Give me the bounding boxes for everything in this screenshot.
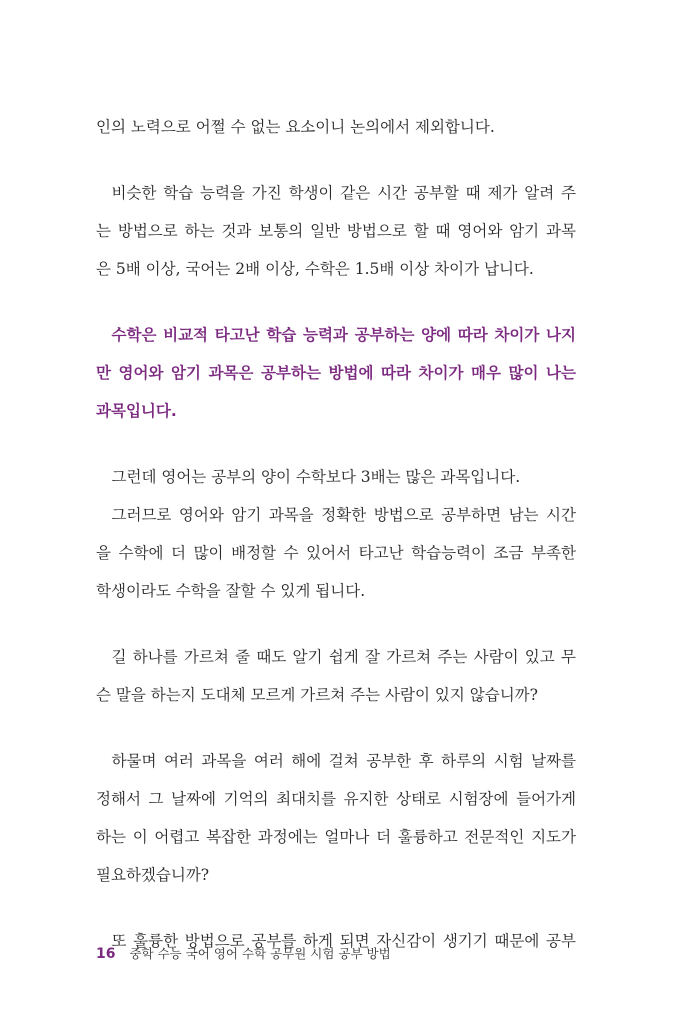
- emphasis-paragraph: [96, 316, 576, 430]
- paragraph-1: [96, 108, 576, 146]
- text-line: 하물며 여러 과목을 여러 해에 걸쳐 공부한 후 하루의 시험 날짜를: [111, 752, 576, 770]
- text-line: 슨 말을 하는지 도대체 모르게 가르쳐 주는 사람이 있지 않습니까?: [96, 686, 538, 704]
- paragraph-7: [96, 742, 576, 894]
- text-line: 그러므로 영어와 암기 과목을 정확한 방법으로 공부하면 남는 시간: [111, 506, 576, 524]
- text-line: 수학은 비교적 타고난 학습 능력과 공부하는 양에 따라 차이가 나지: [111, 326, 576, 344]
- running-title: 중학 수능 국어 영어 수학 공무원 시험 공부 방법: [129, 946, 391, 961]
- text-line: 은 5배 이상, 국어는 2배 이상, 수학은 1.5배 이상 차이가 납니다.: [96, 260, 534, 278]
- paragraph-4: [96, 458, 576, 496]
- paragraph-gap: [96, 430, 576, 458]
- text-line: 과목입니다.: [96, 402, 177, 420]
- page-body: [96, 108, 576, 960]
- text-line: 비슷한 학습 능력을 가진 학생이 같은 시간 공부할 때 제가 알려 주: [111, 184, 576, 202]
- paragraph-gap: [96, 894, 576, 922]
- text-line: 학생이라도 수학을 잘할 수 있게 됩니다.: [96, 582, 366, 600]
- text-line: 그런데 영어는 공부의 양이 수학보다 3배는 많은 과목입니다.: [111, 468, 521, 486]
- text-line: 길 하나를 가르쳐 줄 때도 알기 쉽게 잘 가르쳐 주는 사람이 있고 무: [111, 648, 576, 666]
- paragraph-gap: [96, 146, 576, 174]
- text-line: 인의 노력으로 어쩔 수 없는 요소이니 논의에서 제외합니다.: [96, 118, 495, 136]
- page-number: 16: [96, 946, 116, 962]
- page-footer: [96, 944, 391, 962]
- text-line: 을 수학에 더 많이 배정할 수 있어서 타고난 학습능력이 조금 부족한: [96, 544, 576, 562]
- paragraph-gap: [96, 714, 576, 742]
- paragraph-6: [96, 638, 576, 714]
- paragraph-gap: [96, 288, 576, 316]
- paragraph-5: [96, 496, 576, 610]
- text-line: 하는 이 어렵고 복잡한 과정에는 얼마나 더 훌륭하고 전문적인 지도가: [96, 828, 576, 846]
- text-line: 정해서 그 날짜에 기억의 최대치를 유지한 상태로 시험장에 들어가게: [96, 790, 576, 808]
- text-line: 는 방법으로 하는 것과 보통의 일반 방법으로 할 때 영어와 암기 과목: [96, 222, 576, 240]
- text-line: 또 훌륭한 방법으로 공부를 하게 되면 자신감이 생기기 때문에 공부: [111, 932, 576, 950]
- text-line: 만 영어와 암기 과목은 공부하는 방법에 따라 차이가 매우 많이 나는: [96, 364, 576, 382]
- text-line: 필요하겠습니까?: [96, 866, 210, 884]
- paragraph-gap: [96, 610, 576, 638]
- paragraph-2: [96, 174, 576, 288]
